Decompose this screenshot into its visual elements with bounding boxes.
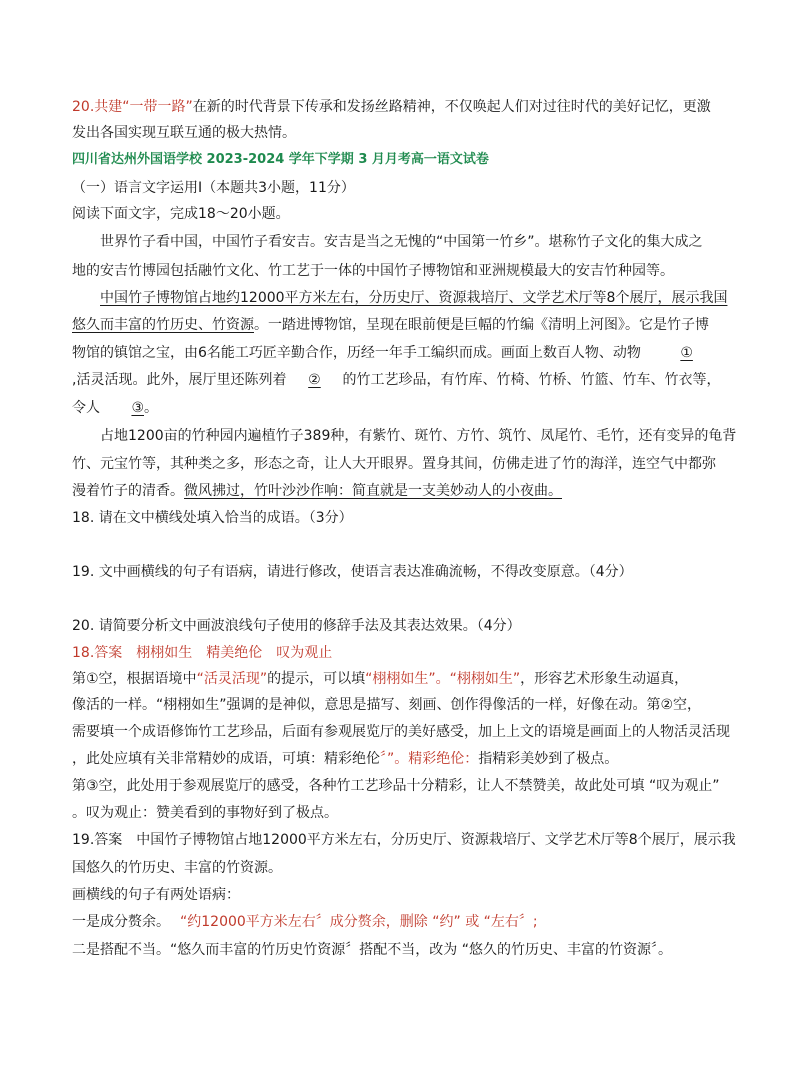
answer-19-line-3: 画横线的句子有两处语病： — [72, 887, 240, 903]
answer-19-line-1: 19.答案 中国竹子博物馆占地12000平方米左右，分历史厅、资源栽培厅、文学艺术厅等8个展厅，展示我 — [72, 832, 736, 848]
answer-18-line-3: 需要填一个成语修饰竹工艺珍品，后面有参观展览厅的美好感受，加上上文的语境是画面上的人物活灵活现 — [72, 724, 730, 740]
passage-text: 物馆的镇馆之宝，由6名能工巧匠辛勤合作，历经一年手工编织而成。画面上数百人物、动物 — [72, 345, 641, 361]
answer-highlight: “栩栩如生”。“栩栩如生” — [365, 671, 521, 687]
passage-p3-line-2: 竹、元宝竹等，其种类之多，形态之奇，让人大开眼界。置身其间，仿佛走进了竹的海洋，连空气中都弥 — [72, 456, 716, 472]
question-19: 19. 文中画横线的句子有语病，请进行修改，使语言表达准确流畅，不得改变原意。（4分） — [72, 564, 633, 580]
answer-19-line-2: 国悠久的竹历史、丰富的竹资源。 — [72, 860, 282, 876]
answer-18-line-1 — [72, 669, 688, 689]
answer-text: 第①空，根据语境中 — [72, 671, 197, 687]
passage-text: 。 — [144, 400, 158, 416]
underlined-sentence-part-2: 悠久而丰富的竹历史、竹资源 — [72, 317, 254, 333]
answer-text: 一是成分赘余。 — [72, 914, 170, 930]
q20-intro-line-1 — [72, 97, 711, 117]
answer-18-line-2: 像活的一样。“栩栩如生”强调的是神似，意思是描写、刻画、创作得像活的一样，好像在动。第②空， — [72, 697, 702, 713]
passage-p1-line-1: 世界竹子看中国，中国竹子看安吉。安吉是当之无愧的“中国第一竹乡”。堪称竹子文化的集大成之 — [100, 234, 703, 250]
answer-text: ，此处应填有关非常精妙的成语，可填：精彩绝伦 — [72, 751, 380, 767]
passage-p1-line-2: 地的安吉竹博园包括融竹文化、竹工艺于一体的中国竹子博物馆和亚洲规模最大的安吉竹种园等。 — [72, 263, 674, 279]
passage-p2-line-4 — [72, 370, 720, 390]
answer-18-line-4 — [72, 749, 618, 769]
question-20: 20. 请简要分析文中画波浪线句子使用的修辞手法及其表达效果。（4分） — [72, 618, 521, 634]
q20-intro-text: 在新的时代背景下传承和发扬丝路精神，不仅唤起人们对过往时代的美好记忆，更激 — [192, 99, 711, 115]
q20-intro-line-2: 发出各国实现互联互通的极大热情。 — [72, 125, 296, 141]
wavy-line-sentence: 微风拂过，竹叶沙沙作响：简直就是一支美妙动人的小夜曲。 — [184, 483, 562, 499]
answer-18-line-6: 。叹为观止：赞美看到的事物好到了极点。 — [72, 805, 338, 821]
q20-intro-number: 20.共建 — [72, 99, 123, 115]
answer-text: 指精彩美妙到了极点。 — [478, 751, 619, 767]
answer-highlight: 〞”。精彩绝伦： — [380, 751, 479, 767]
section-heading: （一）语言文字运用Ⅰ（本题共3小题，11分） — [72, 180, 355, 196]
passage-p2-line-2 — [72, 315, 709, 335]
passage-text: 。一踏进博物馆，呈现在眼前便是巨幅的竹编《清明上河图》。它是竹子博 — [254, 317, 709, 333]
answer-highlight: “约12000平方米左右〞成分赘余，删除 “约” 或 “左右〞; — [180, 914, 538, 930]
blank-2: ② — [308, 372, 321, 388]
answer-highlight: “活灵活现” — [196, 671, 268, 687]
answer-19-line-4 — [72, 912, 538, 932]
answer-18-line-5: 第③空，此处用于参观展览厅的感受，各种竹工艺珍品十分精彩，让人不禁赞美，故此处可填 “叹为观止” — [72, 778, 720, 794]
reading-instruction: 阅读下面文字，完成18～20小题。 — [72, 206, 290, 222]
passage-text: ,活灵活现。此外，展厅里还陈列着 — [72, 372, 287, 388]
passage-p2-line-1 — [100, 288, 727, 308]
passage-text: 的竹工艺珍品，有竹库、竹椅、竹桥、竹篮、竹车、竹衣等， — [342, 372, 721, 388]
passage-p2-line-5 — [72, 398, 158, 418]
passage-text: 令人 — [72, 400, 100, 416]
passage-p2-line-3 — [72, 343, 693, 363]
exam-title: 四川省达州外国语学校 2023-2024 学年下学期 3 月月考高一语文试卷 — [72, 152, 489, 167]
answer-18-heading: 18.答案 栩栩如生 精美绝伦 叹为观止 — [72, 645, 333, 661]
passage-p3-line-3 — [72, 481, 562, 501]
blank-1: ① — [680, 345, 693, 361]
passage-p3-line-1: 占地1200亩的竹种园内遍植竹子389种，有紫竹、斑竹、方竹、筑竹、凤尾竹、毛竹，还有变异的龟背 — [100, 428, 737, 444]
answer-text: 的提示，可以填 — [267, 671, 366, 687]
answer-19-line-5: 二是搭配不当。“悠久而丰富的竹历史竹资源〞搭配不当，改为 “悠久的竹历史、丰富的竹资源〞。 — [72, 942, 672, 958]
passage-text: 漫着竹子的清香。 — [72, 483, 184, 499]
belt-road-quote: “一带一路” — [122, 99, 193, 115]
blank-3: ③ — [131, 400, 144, 416]
underlined-sentence-part-1: 中国竹子博物馆占地约12000平方米左右，分历史厅、资源栽培厅、文学艺术厅等8个展厅，展示我国 — [100, 290, 728, 306]
answer-text: ，形容艺术形象生动逼真， — [520, 671, 689, 687]
question-18: 18. 请在文中横线处填入恰当的成语。（3分） — [72, 510, 353, 526]
